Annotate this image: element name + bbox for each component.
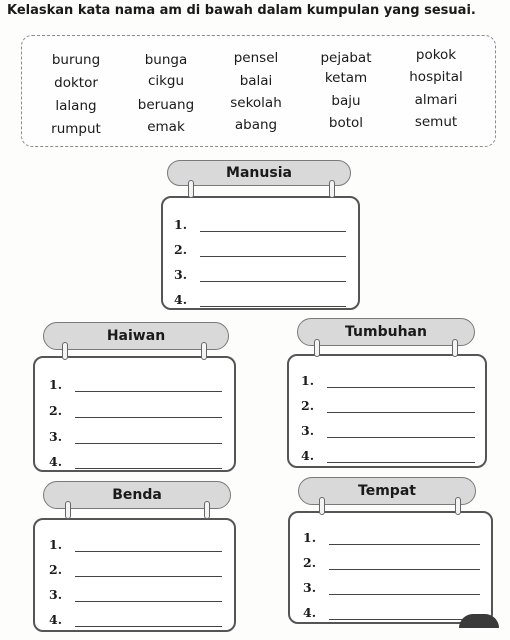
benda-card: [33, 518, 236, 632]
item-number: 4.: [49, 454, 63, 469]
word: bunga: [144, 52, 188, 68]
word: abang: [234, 117, 278, 133]
word: hospital: [409, 69, 463, 85]
manusia-card: [161, 196, 360, 310]
ring-icon: [65, 501, 71, 519]
item-number: 3.: [303, 580, 317, 595]
ring-icon: [314, 339, 320, 357]
item-number: 2.: [303, 555, 317, 570]
ring-icon: [188, 180, 194, 198]
word: ketam: [324, 70, 368, 86]
ring-icon: [329, 180, 335, 198]
item-number: 1.: [49, 377, 63, 392]
ring-icon: [319, 497, 325, 515]
answer-rule: [75, 616, 222, 627]
group-title: Tempat: [358, 483, 416, 499]
manusia-tag: [167, 160, 351, 186]
answer-rule: [329, 609, 480, 620]
group-title: Manusia: [226, 165, 292, 181]
item-number: 1.: [49, 537, 63, 552]
item-number: 2.: [174, 242, 188, 257]
haiwan-card: [33, 356, 236, 472]
answer-line[interactable]: [49, 607, 222, 627]
group-title: Benda: [112, 487, 162, 503]
answer-rule: [75, 433, 222, 444]
word: almari: [414, 92, 458, 108]
answer-line[interactable]: [49, 557, 222, 577]
answer-line[interactable]: [49, 449, 222, 469]
word: rumput: [51, 121, 101, 137]
answer-rule: [75, 381, 222, 392]
ring-icon: [452, 339, 458, 357]
word: balai: [239, 73, 273, 89]
item-number: 3.: [49, 429, 63, 444]
word: emak: [147, 119, 185, 135]
word: cikgu: [147, 73, 185, 89]
answer-rule: [200, 246, 346, 257]
answer-rule: [327, 377, 475, 388]
ring-icon: [204, 501, 210, 519]
answer-line[interactable]: [303, 600, 480, 620]
answer-line[interactable]: [49, 532, 222, 552]
tempat-card: [288, 511, 493, 624]
ring-icon: [62, 342, 68, 360]
answer-line[interactable]: [49, 424, 222, 444]
word: semut: [414, 114, 458, 130]
group-title: Tumbuhan: [345, 324, 427, 340]
ring-icon: [201, 342, 207, 360]
answer-line[interactable]: [301, 443, 475, 463]
item-number: 1.: [174, 217, 188, 232]
answer-rule: [329, 559, 480, 570]
ring-icon: [455, 497, 461, 515]
word: doktor: [54, 75, 98, 91]
item-number: 3.: [49, 587, 63, 602]
word: pensel: [233, 50, 279, 66]
item-number: 4.: [301, 448, 315, 463]
word: botol: [328, 115, 364, 131]
answer-line[interactable]: [174, 262, 346, 282]
group-title: Haiwan: [106, 328, 166, 344]
answer-rule: [327, 427, 475, 438]
item-number: 3.: [174, 267, 188, 282]
answer-rule: [329, 584, 480, 595]
answer-rule: [75, 458, 222, 469]
tumbuhan-card: [287, 354, 487, 468]
answer-rule: [75, 591, 222, 602]
word: baju: [331, 93, 361, 109]
answer-line[interactable]: [174, 287, 346, 307]
tumbuhan-tag: [297, 318, 475, 346]
answer-line[interactable]: [303, 575, 480, 595]
answer-rule: [75, 541, 222, 552]
answer-line[interactable]: [301, 418, 475, 438]
page-corner: [459, 614, 499, 628]
answer-rule: [200, 221, 346, 232]
word: lalang: [55, 98, 97, 114]
answer-rule: [75, 407, 222, 418]
answer-rule: [327, 452, 475, 463]
answer-rule: [200, 296, 346, 307]
answer-rule: [200, 271, 346, 282]
word-bank: [21, 35, 496, 147]
answer-line[interactable]: [49, 372, 222, 392]
answer-rule: [75, 566, 222, 577]
answer-line[interactable]: [174, 237, 346, 257]
item-number: 2.: [49, 562, 63, 577]
item-number: 2.: [49, 403, 63, 418]
answer-rule: [329, 534, 480, 545]
word: pokok: [415, 47, 457, 63]
answer-rule: [327, 402, 475, 413]
item-number: 1.: [301, 373, 315, 388]
item-number: 2.: [301, 398, 315, 413]
item-number: 1.: [303, 530, 317, 545]
item-number: 4.: [49, 612, 63, 627]
answer-line[interactable]: [174, 212, 346, 232]
word: pejabat: [320, 50, 372, 66]
answer-line[interactable]: [49, 582, 222, 602]
item-number: 3.: [301, 423, 315, 438]
word: burung: [51, 52, 101, 68]
answer-line[interactable]: [301, 368, 475, 388]
item-number: 4.: [303, 605, 317, 620]
word: sekolah: [230, 95, 282, 111]
answer-line[interactable]: [303, 550, 480, 570]
answer-line[interactable]: [301, 393, 475, 413]
word: beruang: [137, 97, 195, 113]
item-number: 4.: [174, 292, 188, 307]
benda-tag: [43, 481, 231, 509]
instruction-text: Kelaskan kata nama am di bawah dalam kumpulan yang sesuai.: [7, 3, 476, 18]
answer-line[interactable]: [303, 525, 480, 545]
answer-line[interactable]: [49, 398, 222, 418]
